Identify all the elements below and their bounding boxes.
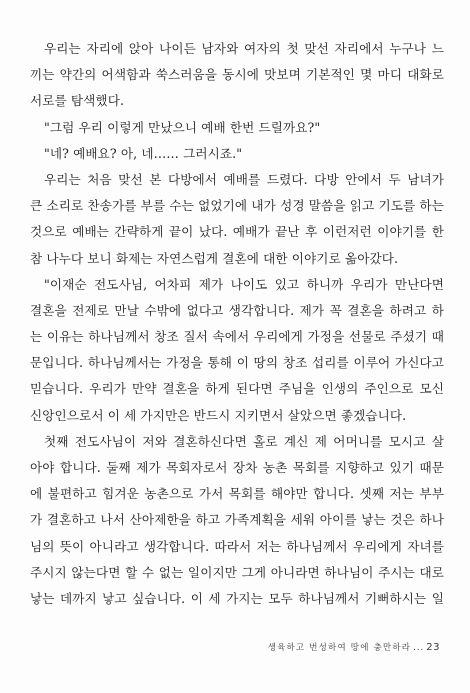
text-line: 에 불편하고 힘겨운 농촌으로 가서 목회를 해야만 합니다. 셋째 저는 부부 [30, 486, 444, 502]
text-line: 우리는 처음 맞선 본 다방에서 예배를 드렸다. 다방 안에서 두 남녀가 [44, 171, 444, 187]
paragraph-3 [30, 141, 444, 167]
text-line: 우리는 자리에 앉아 나이든 남자와 여자의 첫 맞선 자리에서 누구나 느 [44, 41, 444, 56]
text-line: 믿습니다. 우리가 만약 결혼을 하게 된다면 주님을 인생의 주인으로 모신 [30, 381, 444, 397]
body-text [30, 36, 444, 612]
footer-dots: ... [413, 643, 425, 653]
page-number: 23 [426, 642, 440, 653]
paragraph-2 [30, 115, 444, 141]
text-line: "네? 예배요? 아, 네…… 그러시죠." [44, 145, 243, 161]
paragraph-5 [30, 272, 444, 429]
text-line: 신앙인으로서 이 세 가지만은 반드시 지키면서 살았으면 좋겠습니다. [30, 407, 407, 423]
text-line: 아야 합니다. 둘째 제가 목회자로서 장차 농촌 목회를 지향하고 있기 때문 [30, 460, 444, 475]
text-line: 참 나누다 보니 화제는 자연스럽게 결혼에 대한 이야기로 옮아갔다. [30, 250, 399, 266]
text-line: 첫째 전도사님이 저와 결혼하신다면 홀로 계신 제 어머니를 모시고 살 [44, 433, 444, 449]
text-line: 끼는 약간의 어색함과 쑥스러움을 동시에 맛보며 기본적인 몇 마디 대화로 [30, 67, 444, 83]
text-line: "그럼 우리 이렇게 만났으니 예배 한번 드릴까요?" [44, 119, 321, 135]
running-footer [268, 641, 440, 653]
text-line: 주시지 않는다면 할 수 없는 일이지만 그게 아니라면 하나님이 주시는 대로 [30, 564, 444, 580]
text-line: 서로를 탐색했다. [30, 93, 125, 109]
text-line: 님의 뜻이 아니라고 생각합니다. 따라서 저는 하나님께서 우리에게 자녀를 [30, 538, 444, 554]
text-line: 것으로 예배는 간략하게 끝이 났다. 예배가 끝난 후 이런저런 이야기를 한 [30, 224, 444, 240]
text-line: 문입니다. 하나님께서는 가정을 통해 이 땅의 창조 섭리를 이루어 가신다고 [30, 355, 444, 371]
text-line: "이재순 전도사님, 어차피 제가 나이도 있고 하니까 우리가 만난다면 [44, 276, 444, 292]
text-line: 낳는 데까지 낳고 싶습니다. 이 세 가지는 모두 하나님께서 기뻐하시는 일 [30, 590, 444, 606]
paragraph-6 [30, 429, 444, 612]
paragraph-4 [30, 167, 444, 272]
text-line: 큰 소리로 찬송가를 부를 수는 없었기에 내가 성경 말씀을 읽고 기도를 하는 [30, 198, 444, 214]
running-title: 생육하고 번성하여 땅에 충만하라 [267, 643, 412, 653]
text-line: 는 이유는 하나님께서 창조 질서 속에서 우리에게 가정을 선물로 주셨기 때 [30, 329, 444, 345]
text-line: 결혼을 전제로 만날 수밖에 없다고 생각합니다. 제가 꼭 결혼을 하려고 하 [30, 302, 444, 318]
paragraph-1 [30, 36, 444, 115]
text-line: 가 결혼하고 나서 산아제한을 하고 가족계획을 세워 아이를 낳는 것은 하나 [30, 512, 444, 528]
